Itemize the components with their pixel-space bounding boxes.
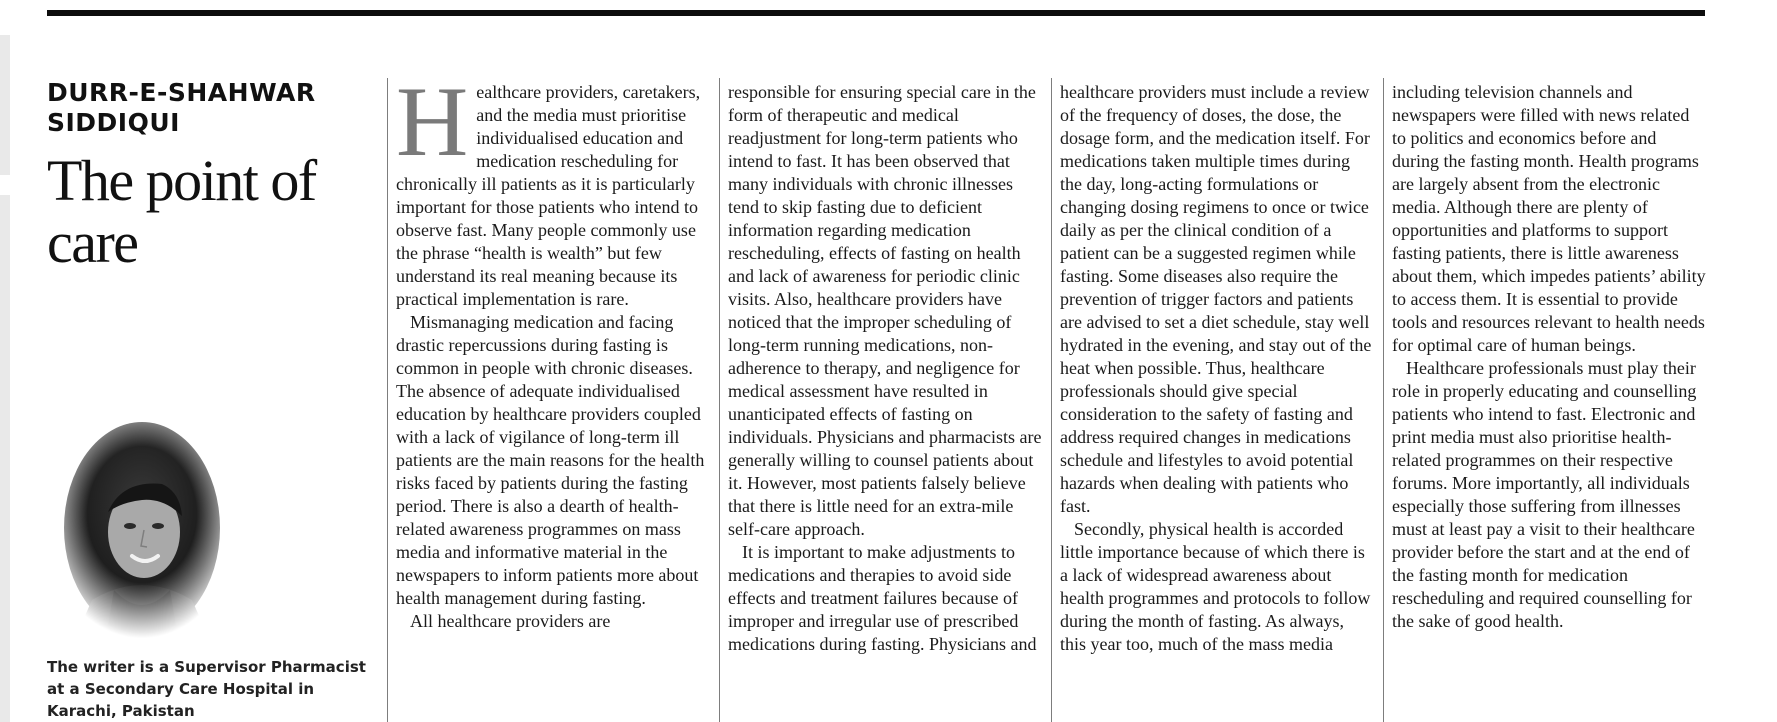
article-column-4 xyxy=(1392,81,1706,722)
article-paragraph: Healthcare professionals must play their role in properly educating and counselling patients who intend to fast. Electronic and print media must also prioritise health-related programmes on their respective forums. More importantly, all individuals especially those suffering from illnesses must at least pay a visit to their healthcare provider before the start and at the end of the fasting month for medication rescheduling and required counselling for the sake of good health. xyxy=(1392,358,1697,631)
headline: The point of care xyxy=(47,148,316,275)
top-rule xyxy=(47,10,1705,16)
article-paragraph: healthcare providers must include a review of the frequency of doses, the dose, the dosage form, and the medication itself. For medications taken multiple times during the day, long-acting formulations or changing dosing regimens to once or twice daily as per the clinical condition of a patient can be a suggested regimen while fasting. Some diseases also require the prevention of trigger factors and patients are advised to set a diet schedule, stay well hydrated in the evening, and stay out of the heat when possible. Thus, healthcare professionals should give special consideration to the safety of fasting and address required changes in medications schedule and lifestyles to avoid potential hazards when dealing with patients who fast. xyxy=(1060,82,1372,516)
article-paragraph: Healthcare providers, caretakers, and the media must prioritise individualised education and medication rescheduling for chronically ill patients as it is particularly important for those patients who intend to observe fast. Many people commonly use the phrase “health is wealth” but few understand its real meaning because its practical implementation is rare. xyxy=(396,81,701,309)
article-column-3 xyxy=(1060,81,1374,722)
article-paragraph: Mismanaging medication and facing drastic repercussions during fasting is common in people with chronic diseases. The absence of adequate individualised education by healthcare providers coupled with a lack of vigilance of long-term ill patients are the main reasons for the health risks faced by patients during the fasting period. There is also a dearth of health-related awareness programmes on mass media and informative material in the newspapers to inform patients more about health management during fasting. xyxy=(396,312,705,608)
article-column-2 xyxy=(728,81,1042,722)
column-rule-1 xyxy=(387,78,388,722)
column-rule-3 xyxy=(1051,78,1052,722)
article-column-1 xyxy=(396,81,710,722)
author-portrait xyxy=(52,420,232,645)
column-rule-2 xyxy=(719,78,720,722)
drop-cap: H xyxy=(396,81,469,177)
article-paragraph: It is important to make adjustments to medications and therapies to avoid side effects and treatment failures because of improper and irregular use of prescribed medications during fasting. Physicians and xyxy=(728,542,1037,654)
article-paragraph: All healthcare providers are xyxy=(410,611,611,631)
author-name: DURR-E-SHAHWAR SIDDIQUI xyxy=(47,78,316,137)
column-rule-4 xyxy=(1383,78,1384,722)
page-edge-shade-bottom xyxy=(0,195,10,722)
article-paragraph: responsible for ensuring special care in the form of therapeutic and medical readjustment for long-term patients who intend to fast. It has been observed that many individuals with chronic illnesses tend to skip fasting due to deficient information regarding medication rescheduling, effects of fasting on health and lack of awareness for periodic clinic visits. Also, healthcare providers have noticed that the improper scheduling of long-term running medications, non-adherence to therapy, and negligence for medical assessment have resulted in unanticipated effects of fasting on individuals. Physicians and pharmacists are generally willing to counsel patients about it. However, most patients falsely believe that there is little need for an extra-mile self-care approach. xyxy=(728,82,1042,539)
article-paragraph: Secondly, physical health is accorded little importance because of which there is a lack of widespread awareness about health programmes and protocols to follow during the month of fasting. As always, this year too, much of the mass media xyxy=(1060,519,1371,654)
page-edge-shade-top xyxy=(0,35,10,175)
article-paragraph: including television channels and newspapers were filled with news related to politics and economics before and during the fasting month. Health programs are largely absent from the electronic media. Although there are plenty of opportunities and platforms to support fasting patients, there is little awareness about them, which impedes patients’ ability to access them. It is essential to provide tools and resources relevant to health needs for optimal care of human beings. xyxy=(1392,82,1706,355)
author-bio: The writer is a Supervisor Pharmacist at a Secondary Care Hospital in Karachi, Pakistan xyxy=(47,658,366,720)
